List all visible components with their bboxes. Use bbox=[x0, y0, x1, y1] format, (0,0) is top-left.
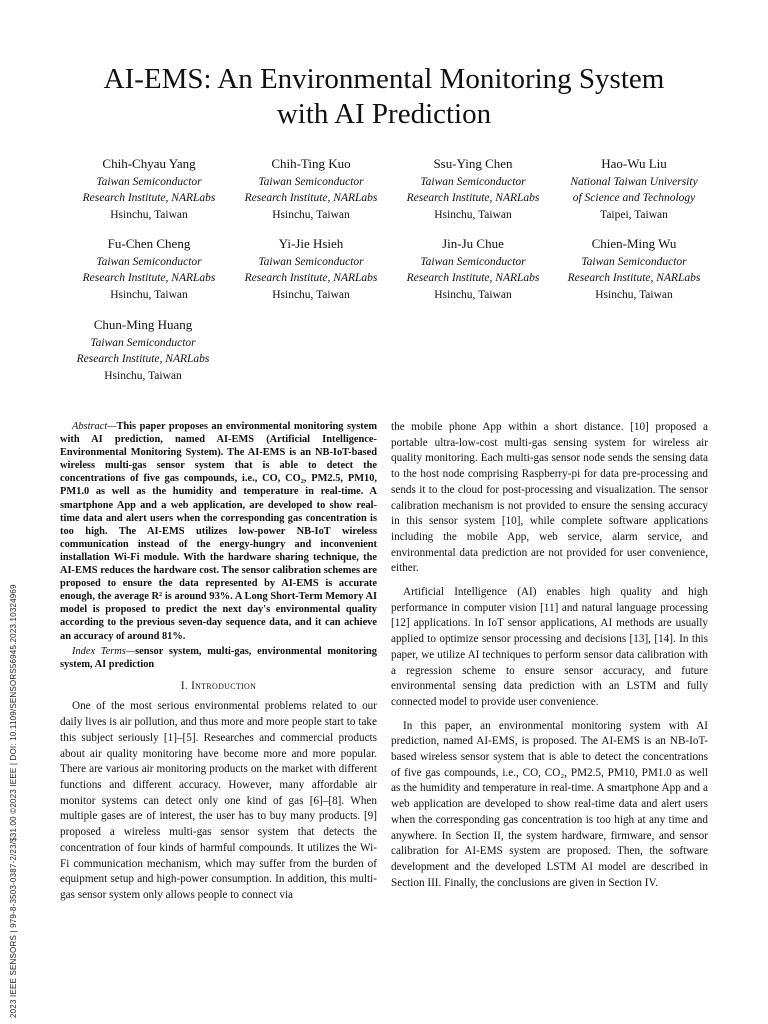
author-affiliation: of Science and Technology bbox=[572, 192, 696, 204]
author-name: Jin-Ju Chue bbox=[442, 236, 504, 251]
paragraph: the mobile phone App within a short distance. [10] proposed a portable ultra-low-cost multi-gas sensing system for wireless air quality monitoring. Each multi-gas sensor node sends the sensing data to the host node comprising Raspberry-pi for data pre-processing and sends it to the cloud for post-processing and visualization. The sensor calibration mechanism is not provided to ensure the sensing accuracy in this sensor system [10], while complete software applications including the mobile App, web service, alarm service, and environmental data prediction are not provided for user convenience, either. bbox=[391, 421, 708, 575]
author-affiliation: Research Institute, NARLabs bbox=[76, 353, 210, 365]
index-terms bbox=[60, 645, 377, 671]
author-location: Hsinchu, Taiwan bbox=[104, 369, 182, 382]
right-column bbox=[391, 420, 708, 891]
author-name: Ssu-Ying Chen bbox=[433, 156, 513, 171]
section-numeral: I. bbox=[180, 679, 192, 692]
left-column bbox=[60, 420, 377, 904]
author-9 bbox=[58, 317, 228, 384]
abstract bbox=[60, 420, 377, 643]
paragraph: One of the most serious environmental problems related to our daily lives is air pollution, and thus more and more people start to take this subject seriously [1]–[5]. Researches and commercial products about air quality monitoring have become more and more popular. There are various air monitoring products on the market with different functions and different accuracy. However, many affordable air monitor systems can detect only one kind of gas [6]–[8]. When multiple gases are of interest, the user has to buy many products. [9] proposed a wireless multi-gas sensor system that detects the concentration of four kinds of harmful compounds. It utilizes the Wi-Fi communication mechanism, which may suffer from the burden of equipment setup and high-power consumption. In addition, this multi-gas sensor system only allows people to connect via bbox=[60, 700, 377, 901]
author-affiliation: Taiwan Semiconductor bbox=[96, 255, 202, 268]
author-location: Hsinchu, Taiwan bbox=[110, 288, 188, 301]
author-name: Chih-Chyau Yang bbox=[102, 156, 196, 171]
author-affiliation: Taiwan Semiconductor bbox=[90, 336, 196, 349]
author-affiliation: Taiwan Semiconductor bbox=[581, 255, 687, 268]
author-6 bbox=[226, 236, 396, 303]
author-3 bbox=[388, 156, 558, 223]
author-location: Hsinchu, Taiwan bbox=[272, 208, 350, 221]
author-name: Chun-Ming Huang bbox=[93, 317, 193, 332]
author-4 bbox=[549, 156, 719, 223]
author-affiliation: Taiwan Semiconductor bbox=[258, 175, 364, 188]
author-block bbox=[0, 156, 768, 386]
author-affiliation: Taiwan Semiconductor bbox=[96, 175, 202, 188]
author-affiliation: Research Institute, NARLabs bbox=[406, 272, 540, 284]
author-8 bbox=[549, 236, 719, 303]
author-name: Yi-Jie Hsieh bbox=[278, 236, 344, 251]
author-2 bbox=[226, 156, 396, 223]
paragraph: Artificial Intelligence (AI) enables high quality and high performance in computer vision [11] and natural language processing [12] applications. In IoT sensor applications, AI methods are usually applied to optimize sensor processing and decisions [13], [14]. In this paper, we utilize AI techniques to perform sensor data calibration with a regression scheme to ensure sensor accuracy, and future environmental sensing data prediction with an LSTM and fully connected model to provide user convenience. bbox=[391, 586, 708, 708]
title-line-1: AI-EMS: An Environmental Monitoring System bbox=[103, 63, 665, 95]
author-affiliation: Research Institute, NARLabs bbox=[244, 272, 378, 284]
paragraph: In this paper, an environmental monitoring system with AI prediction, named AI-EMS, is proposed. The AI-EMS is an NB-IoT-based wireless sensor system that is able to detect the concentrations of five gas compounds, i.e., CO, CO₂, PM2.5, PM10, PM1.0 as well as the humidity and temperature in real-time. A smartphone App and a web application are developed to show real-time data and alert users when the corresponding gas concentration is too high at any time and anywhere. In Section II, the system hardware, firmware, and sensor calibration for AI-EMS system are proposed. Then, the software development and the developed LSTM AI model are described in Section III. Finally, the conclusions are given in Section IV. bbox=[391, 719, 708, 889]
author-affiliation: Research Institute, NARLabs bbox=[567, 272, 701, 284]
author-name: Hao-Wu Liu bbox=[601, 156, 667, 171]
abstract-label: Abstract— bbox=[72, 421, 117, 432]
ieee-doi-sidebar: 2023 IEEE SENSORS | 979-8-3503-0387-2/23/$31.00 ©2023 IEEE | DOI: 10.1109/SENSORS56945.2023.10324969 bbox=[9, 584, 18, 1018]
author-location: Hsinchu, Taiwan bbox=[595, 288, 673, 301]
author-affiliation: Taiwan Semiconductor bbox=[420, 255, 526, 268]
index-terms-text: sensor system, multi-gas, environmental monitoring system, AI prediction bbox=[60, 645, 377, 670]
section-name: Introduction bbox=[191, 679, 257, 692]
author-affiliation: Research Institute, NARLabs bbox=[244, 192, 378, 204]
author-name: Chien-Ming Wu bbox=[591, 236, 677, 251]
author-7 bbox=[388, 236, 558, 303]
author-location: Hsinchu, Taiwan bbox=[272, 288, 350, 301]
title-line-2: with AI Prediction bbox=[276, 98, 492, 130]
author-affiliation: Research Institute, NARLabs bbox=[82, 272, 216, 284]
author-location: Hsinchu, Taiwan bbox=[434, 208, 512, 221]
paper-title bbox=[60, 62, 708, 132]
abstract-text: This paper proposes an environmental monitoring system with AI prediction, named AI-EMS (Artificial Intelligence-Environmental Monitoring System). The AI-EMS is an NB-IoT-based wireless multi-gas sensor system that is able to detect the concentrations of five gas compounds, i.e., CO, CO₂, PM2.5, PM10, PM1.0 as well as the humidity and temperature in real-time. A smartphone App and a web application, are developed to show real-time data and alert users when the corresponding gas concentration is too high. The AI-EMS utilizes low-power NB-IoT wireless communication instead of the energy-hungry and inconvenient installation Wi-Fi module. With the hardware sharing technique, the AI-EMS reduces the hardware cost. The sensor calibration schemes are proposed to ensure the data represented by AI-EMS is accurate enough, the average R² is around 93%. A Long Short-Term Memory AI model is proposed to predict the next day's environmental quality according to the previous seven-day sequence data, and it can achieve an accuracy of around 81%. bbox=[60, 421, 377, 642]
author-name: Chih-Ting Kuo bbox=[271, 156, 351, 171]
section-heading-introduction bbox=[60, 679, 377, 695]
author-1 bbox=[64, 156, 234, 223]
author-affiliation: Research Institute, NARLabs bbox=[82, 192, 216, 204]
author-affiliation: Taiwan Semiconductor bbox=[258, 255, 364, 268]
author-5 bbox=[64, 236, 234, 303]
author-location: Hsinchu, Taiwan bbox=[434, 288, 512, 301]
index-terms-label: Index Terms— bbox=[72, 645, 136, 657]
author-affiliation: Research Institute, NARLabs bbox=[406, 192, 540, 204]
author-location: Taipei, Taiwan bbox=[600, 208, 668, 221]
author-affiliation: National Taiwan University bbox=[570, 175, 698, 188]
author-location: Hsinchu, Taiwan bbox=[110, 208, 188, 221]
author-name: Fu-Chen Cheng bbox=[107, 236, 191, 251]
author-affiliation: Taiwan Semiconductor bbox=[420, 175, 526, 188]
